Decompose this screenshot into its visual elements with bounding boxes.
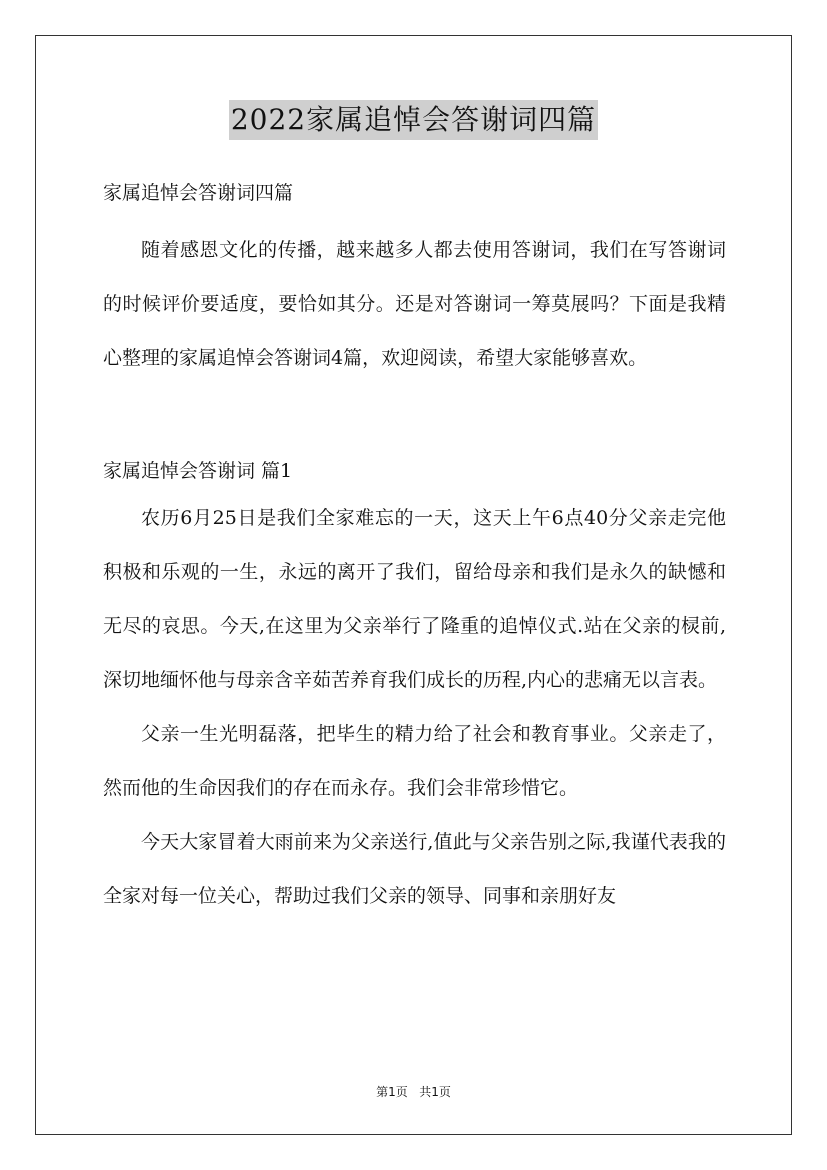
page-total: 共1页 — [419, 1085, 451, 1099]
title-container — [0, 100, 827, 140]
intro-paragraph: 随着感恩文化的传播，越来越多人都去使用答谢词，我们在写答谢词的时候评价要适度，要恰如其分。还是对答谢词一筹莫展吗？下面是我精心整理的家属追悼会答谢词4篇，欢迎阅读，希望大家能够喜欢。 — [103, 239, 726, 369]
body-paragraph: 父亲一生光明磊落，把毕生的精力给了社会和教育事业。父亲走了，然而他的生命因我们的存在而永存。我们会非常珍惜它。 — [103, 723, 726, 799]
spacer — [103, 385, 726, 453]
document-subtitle: 家属追悼会答谢词四篇 — [103, 182, 294, 204]
body-paragraph: 农历6月25日是我们全家难忘的一天，这天上午6点40分父亲走完他积极和乐观的一生，永远的离开了我们，留给母亲和我们是永久的缺憾和无尽的哀思。今天,在这里为父亲举行了隆重的追悼仪式.站在父亲的棂前,深切地缅怀他与母亲含辛茹苦养育我们成长的历程,内心的悲痛无以言表。 — [103, 507, 726, 691]
document-body — [103, 175, 726, 923]
section-heading: 家属追悼会答谢词 篇1 — [103, 460, 293, 482]
page-footer — [0, 1083, 827, 1100]
document-title: 2022家属追悼会答谢词四篇 — [229, 100, 598, 140]
body-paragraph: 今天大家冒着大雨前来为父亲送行,值此与父亲告别之际,我谨代表我的全家对每一位关心，帮助过我们父亲的领导、同事和亲朋好友 — [103, 831, 726, 907]
page-number: 第1页 — [376, 1085, 408, 1099]
spacer — [103, 211, 726, 223]
